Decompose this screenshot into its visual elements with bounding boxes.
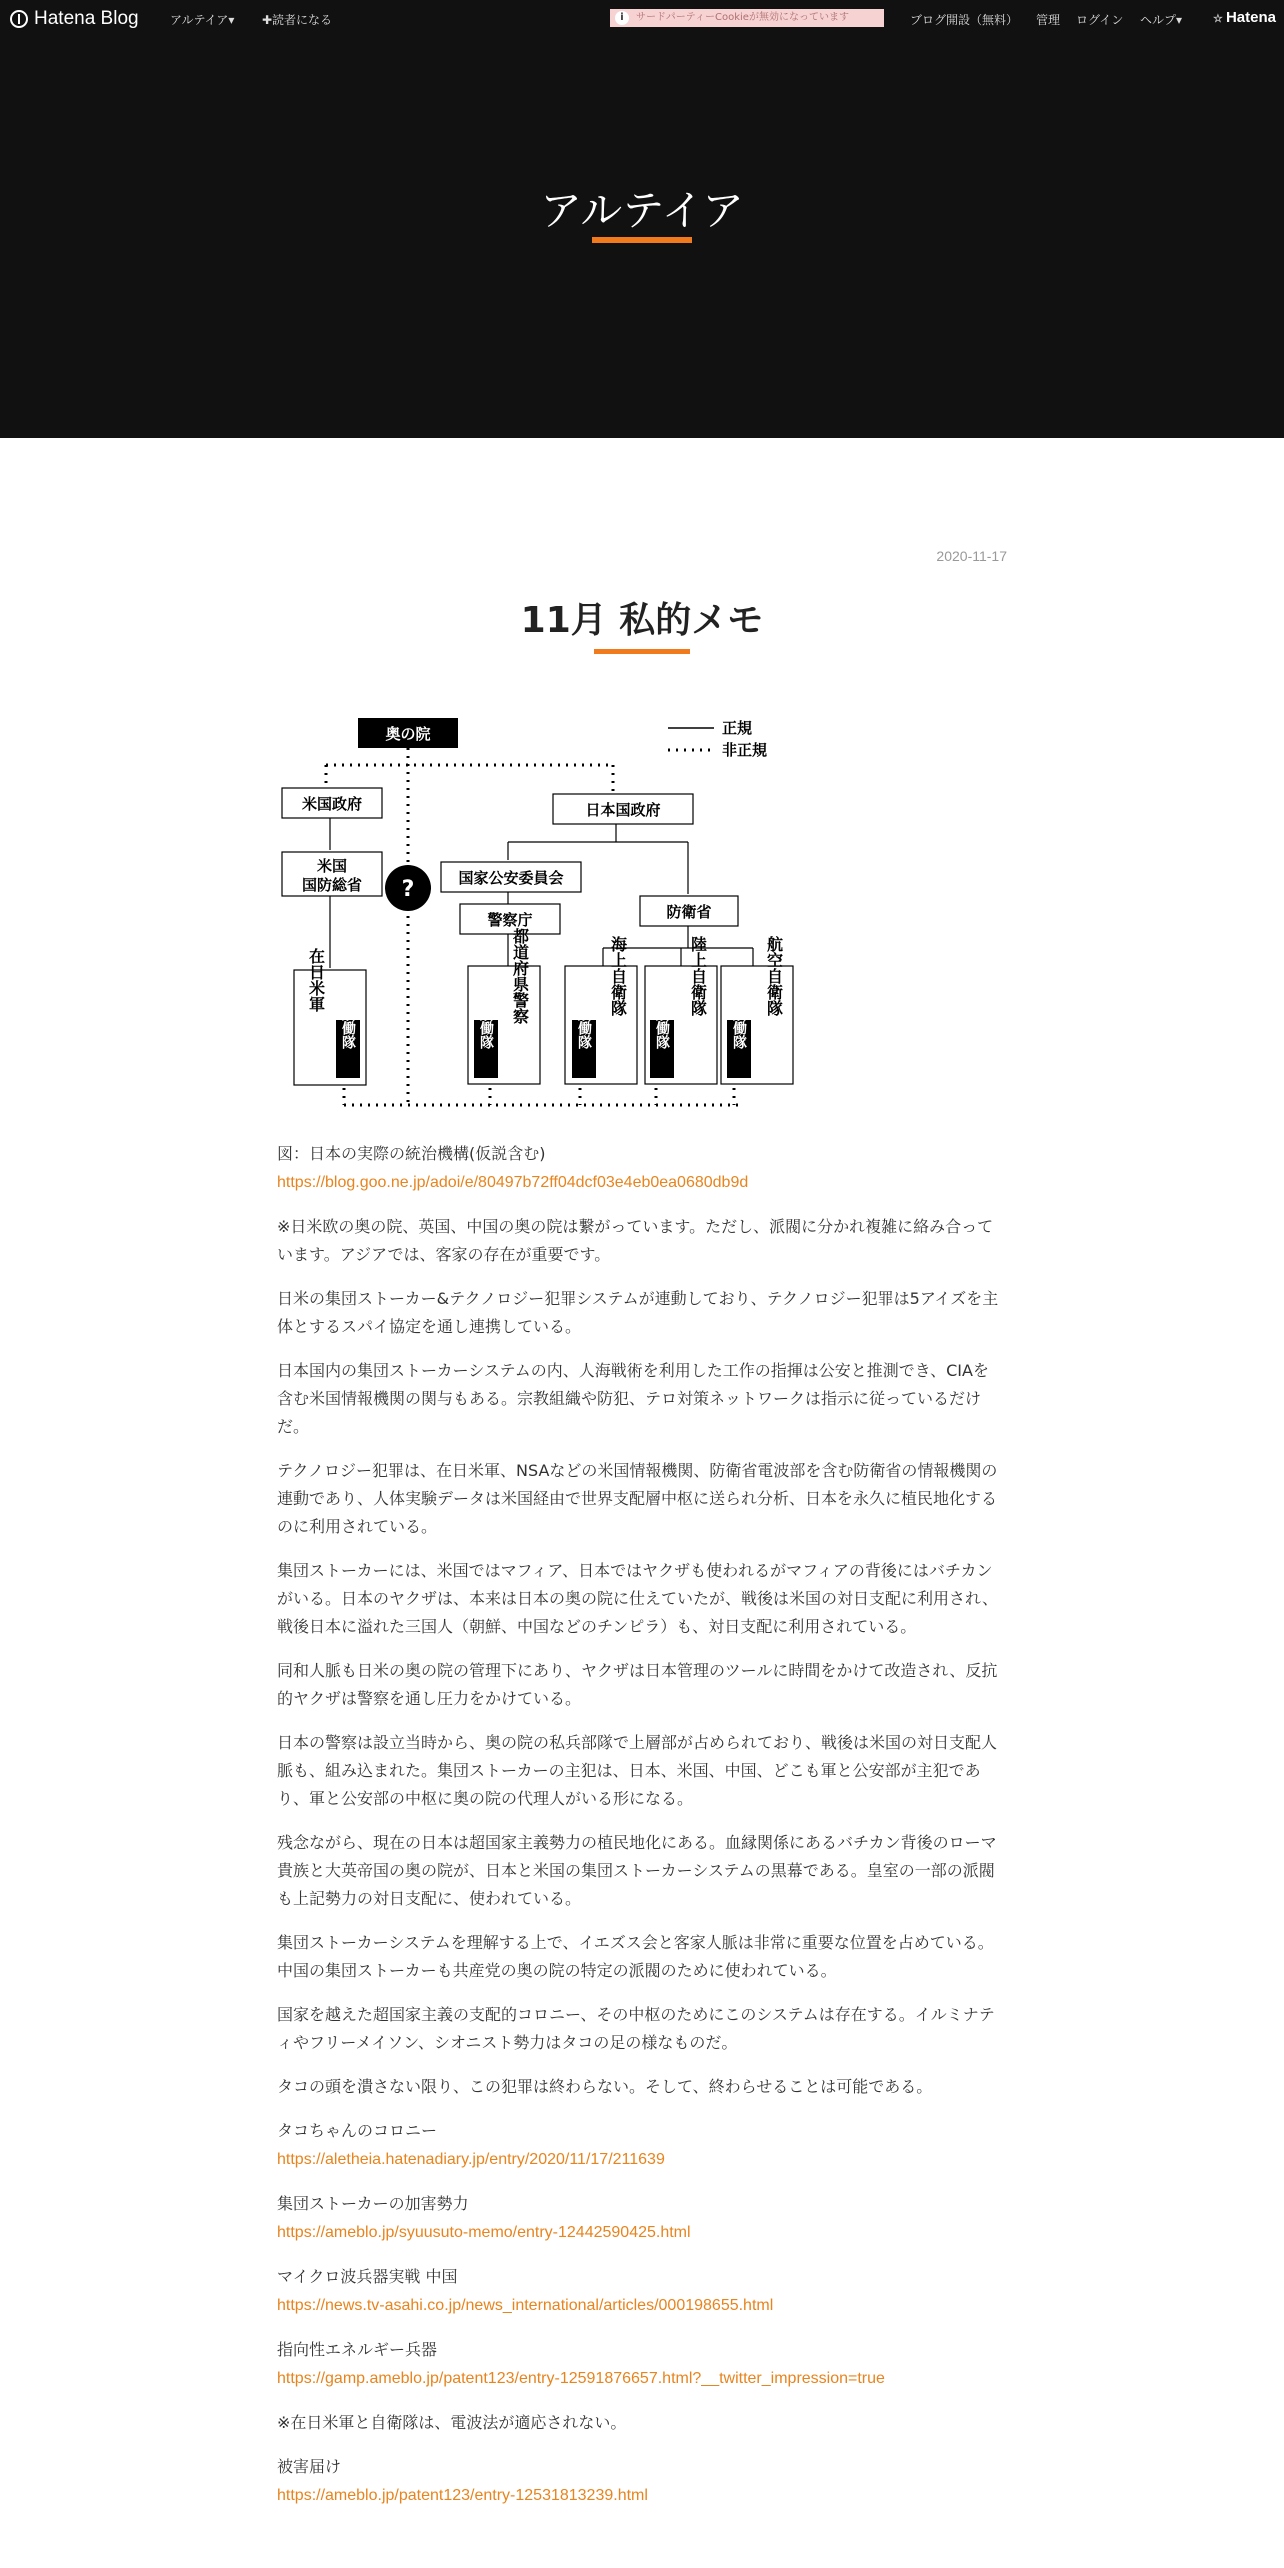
- usfj-special-unit-label: 別働隊: [340, 1007, 356, 1049]
- link-block: [277, 2190, 1001, 2247]
- entry-date[interactable]: 2020-11-17: [936, 548, 1007, 564]
- hatena-blog-logo[interactable]: [10, 8, 139, 30]
- figure-caption-block: [277, 1140, 1001, 1197]
- link-label: 指向性エネルギー兵器: [277, 2340, 438, 2359]
- paragraph: 日本国内の集団ストーカーシステムの内、人海戦術を利用した工作の指揮は公安と推測でき、CIAを含む米国情報機関の関与もある。宗教組織や防犯、テロ対策ネットワークは指示に従っているだけだ。: [277, 1361, 989, 1436]
- jp-gov-label: 日本国政府: [585, 801, 661, 819]
- pref-police-label: 都道府県警察: [510, 928, 530, 1024]
- usfj-label: 在日米軍: [306, 948, 326, 1012]
- msdf-label: 海上自衛隊: [608, 936, 628, 1016]
- us-dod-label-1: 米国: [316, 857, 348, 875]
- legend-solid-label: 正規: [722, 719, 753, 737]
- mod-label: 防衛省: [666, 903, 712, 921]
- cookie-notice[interactable]: [610, 9, 884, 27]
- npa-label: 警察庁: [487, 911, 533, 929]
- hatena-star-icon: ☆: [1213, 13, 1226, 25]
- gsdf-special-unit-label: 別働隊: [654, 1007, 670, 1049]
- figure-caption: 図：日本の実際の統治機構(仮説含む): [277, 1144, 546, 1163]
- reference-link[interactable]: https://ameblo.jp/patent123/entry-12531813239.html: [277, 2487, 648, 2504]
- link-block: [277, 2453, 1001, 2510]
- become-reader-button[interactable]: ✚読者になる: [262, 13, 333, 27]
- entry-title-underline: [594, 649, 690, 654]
- cookie-notice-text: サードパーティーCookieが無効になっています: [636, 12, 849, 23]
- logo-text: Hatena Blog: [34, 8, 139, 29]
- npsc-label: 国家公安委員会: [458, 869, 564, 887]
- gsdf-label: 陸上自衛隊: [688, 936, 708, 1016]
- link-label: 被害届け: [277, 2457, 342, 2476]
- reference-link[interactable]: https://news.tv-asahi.co.jp/news_international/articles/000198655.html: [277, 2297, 774, 2314]
- asdf-label: 航空自衛隊: [764, 936, 784, 1016]
- unknown-node-mark: ?: [401, 877, 415, 902]
- link-label: マイクロ波兵器実戦 中国: [277, 2267, 458, 2286]
- paragraph: 残念ながら、現在の日本は超国家主義勢力の植民地化にある。血縁関係にあるバチカン背後のローマ貴族と大英帝国の奥の院が、日本と米国の集団ストーカーシステムの黒幕である。皇室の一部の派閥も上記勢力の対日支配に、使われている。: [277, 1833, 997, 1908]
- entry-content: [277, 1140, 1001, 2526]
- caption-link[interactable]: https://blog.goo.ne.jp/adoi/e/80497b72ff04dcf03e4eb0ea0680db9d: [277, 1174, 749, 1191]
- reference-link[interactable]: https://aletheia.hatenadiary.jp/entry/2020/11/17/211639: [277, 2151, 665, 2168]
- paragraph: ※日米欧の奥の院、英国、中国の奥の院は繋がっています。ただし、派閥に分かれ複雑に絡み合っています。アジアでは、客家の存在が重要です。: [277, 1217, 994, 1264]
- info-icon: i: [615, 11, 629, 25]
- entry-title[interactable]: 11月 私的メモ: [520, 600, 764, 641]
- us-dod-label-2: 国防総省: [301, 876, 363, 894]
- blog-menu[interactable]: アルテイア▾: [170, 13, 235, 27]
- paragraph: テクノロジー犯罪は、在日米軍、NSAなどの米国情報機関、防衛省電波部を含む防衛省の情報機関の連動であり、人体実験データは米国経由で世界支配層中枢に送られ分析、日本を永久に植民地化するのに利用されている。: [277, 1461, 998, 1536]
- paragraph: 日米の集団ストーカー&テクノロジー犯罪システムが連動しており、テクノロジー犯罪は5アイズを主体とするスパイ協定を通し連携している。: [277, 1289, 999, 1336]
- link-block: [277, 2117, 1001, 2174]
- link-label: タコちゃんのコロニー: [277, 2121, 438, 2140]
- blog-header: [0, 38, 1284, 438]
- admin-link[interactable]: 管理: [1036, 13, 1061, 27]
- paragraph: タコの頭を潰さない限り、この犯罪は終わらない。そして、終わらせることは可能である。: [277, 2077, 933, 2096]
- legend-dotted-label: 非正規: [722, 741, 768, 759]
- police-special-unit-label: 別働隊: [478, 1007, 494, 1049]
- help-menu[interactable]: ヘルプ▾: [1140, 13, 1183, 27]
- hatena-label: Hatena: [1225, 9, 1276, 26]
- hatena-logo-icon: [10, 10, 28, 28]
- msdf-special-unit-label: 別働隊: [576, 1007, 592, 1049]
- blog-title-underline: [592, 237, 692, 243]
- asdf-special-unit-label: 別働隊: [731, 1007, 747, 1049]
- paragraph: 同和人脈も日米の奥の院の管理下にあり、ヤクザは日本管理のツールに時間をかけて改造され、反抗的ヤクザは警察を通し圧力をかけている。: [277, 1661, 998, 1708]
- okunoin-label: 奥の院: [385, 725, 431, 743]
- paragraph: 集団ストーカーには、米国ではマフィア、日本ではヤクザも使われるがマフィアの背後にはバチカンがいる。日本のヤクザは、本来は日本の奥の院に仕えていたが、戦後は米国の対日支配に利用され、戦後日本に溢れた三国人（朝鮮、中国などのチンピラ）も、対日支配に利用されている。: [277, 1561, 998, 1636]
- reference-link[interactable]: https://gamp.ameblo.jp/patent123/entry-12591876657.html?__twitter_impression=true: [277, 2370, 885, 2387]
- open-blog-link[interactable]: ブログ開設（無料）: [910, 13, 1019, 27]
- link-block: [277, 2336, 1001, 2393]
- blog-title[interactable]: アルテイア: [539, 186, 745, 235]
- paragraph: 日本の警察は設立当時から、奥の院の私兵部隊で上層部が占められており、戦後は米国の対日支配人脈も、組み込まれた。集団ストーカーの主犯は、日本、米国、中国、どこも軍と公安部が主犯であり、軍と公安部の中枢に奥の院の代理人がいる形になる。: [277, 1733, 998, 1808]
- global-header: [0, 0, 1284, 38]
- link-label: 集団ストーカーの加害勢力: [277, 2194, 469, 2213]
- paragraph: 集団ストーカーシステムを理解する上で、イエズス会と客家人脈は非常に重要な位置を占めている。中国の集団ストーカーも共産党の奥の院の特定の派閥のために使われている。: [277, 1933, 994, 1980]
- us-gov-label: 米国政府: [301, 795, 363, 813]
- link-block: [277, 2263, 1001, 2320]
- reference-link[interactable]: https://ameblo.jp/syuusuto-memo/entry-12442590425.html: [277, 2224, 691, 2241]
- paragraph: 国家を越えた超国家主義の支配的コロニー、その中枢のためにこのシステムは存在する。イルミナティやフリーメイソン、シオニスト勢力はタコの足の様なものだ。: [277, 2005, 995, 2052]
- login-link[interactable]: ログイン: [1076, 13, 1124, 27]
- note-paragraph: ※在日米軍と自衛隊は、電波法が適応されない。: [277, 2413, 627, 2432]
- governance-diagram: [278, 710, 808, 1110]
- hatena-link[interactable]: [1213, 9, 1276, 26]
